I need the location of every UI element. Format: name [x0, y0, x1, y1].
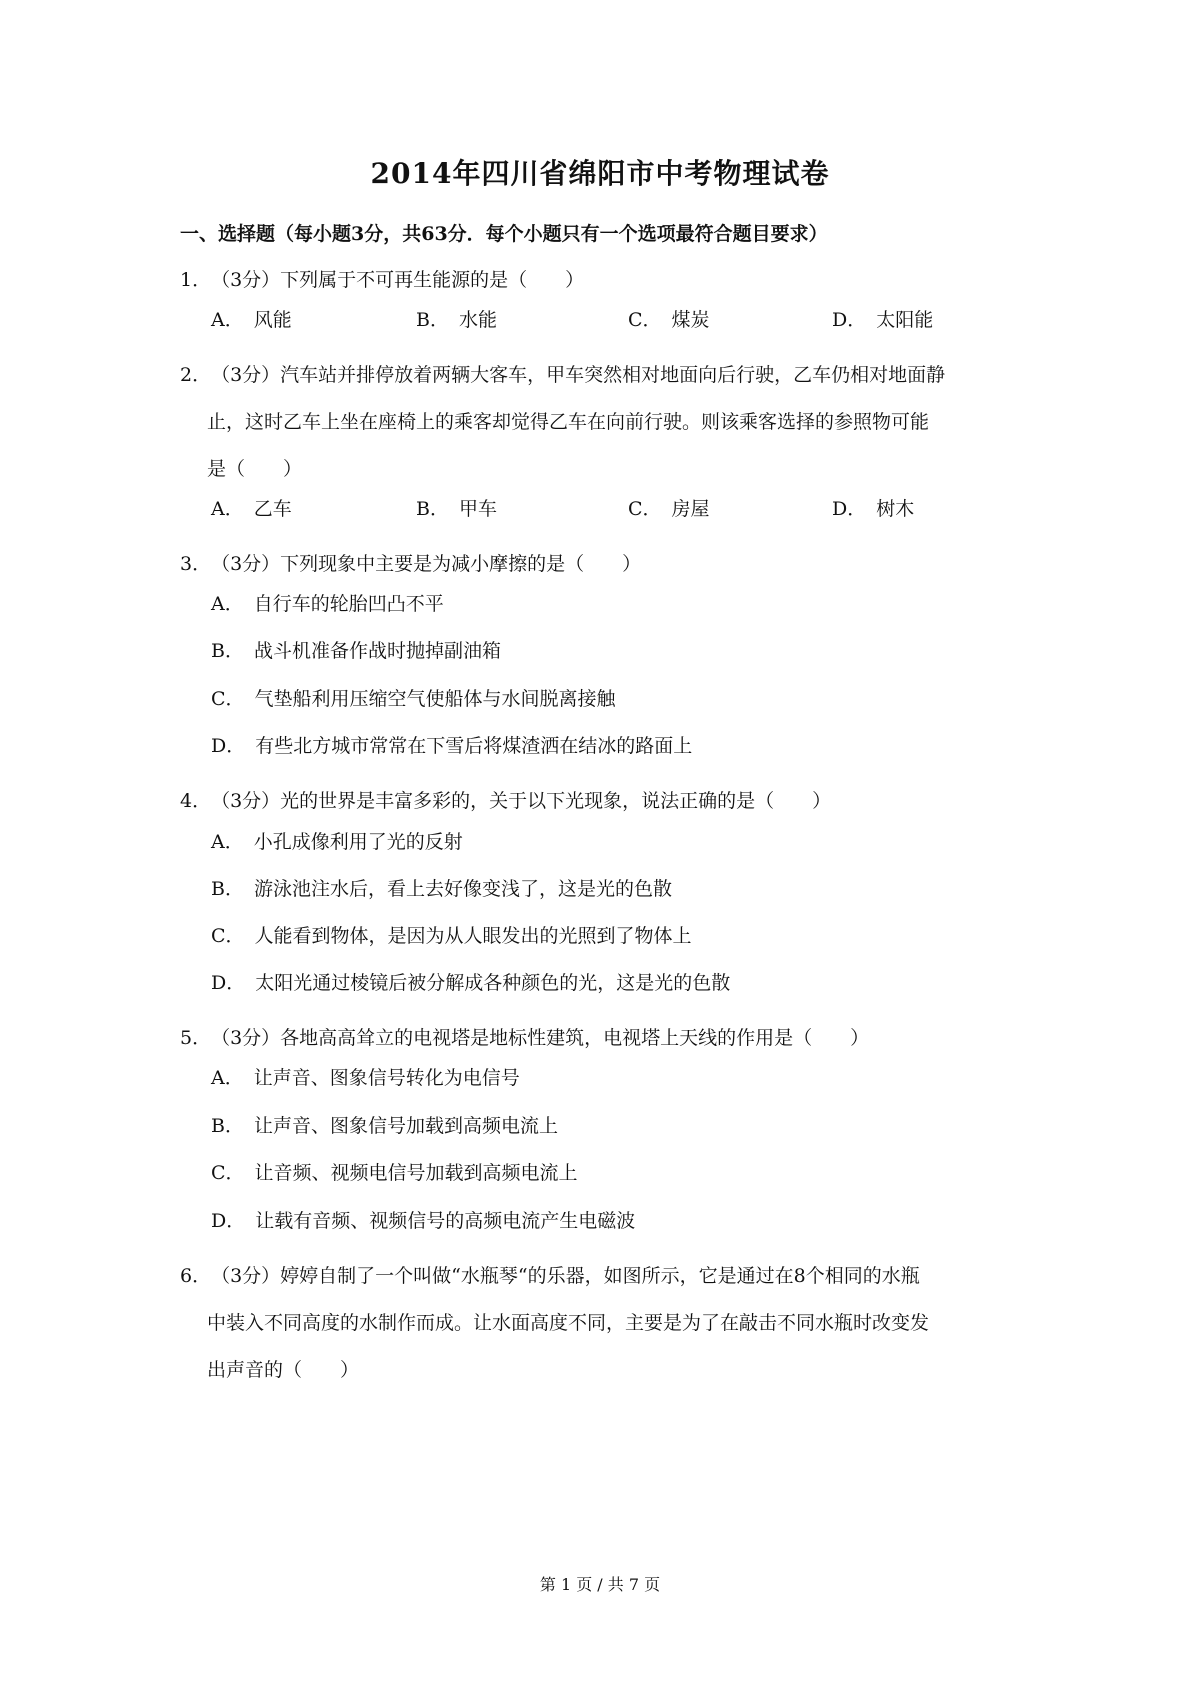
option-letter: C． [628, 498, 662, 520]
option-3b [211, 637, 501, 665]
question-number: 2． [180, 364, 212, 386]
option-1a [211, 306, 292, 334]
question-line [180, 1015, 1030, 1062]
option-letter: C． [211, 1162, 245, 1184]
option-text: 水能 [458, 309, 497, 331]
option-letter: B． [211, 1115, 244, 1137]
option-2b [416, 495, 497, 523]
option-letter: A． [211, 1067, 244, 1089]
option-text: 让声音、图象信号转化为电信号 [253, 1067, 520, 1089]
option-letter: D． [832, 309, 867, 331]
option-text: 战斗机准备作战时抛掉副油箱 [253, 640, 501, 662]
question-text: （3分）婷婷自制了一个叫做“水瓶琴“的乐器，如图所示，它是通过在8个相同的水瓶 [211, 1265, 920, 1287]
option-letter: D． [832, 498, 867, 520]
question-line: 出声音的（ ） [207, 1359, 360, 1381]
question-number: 4． [180, 790, 212, 812]
question-line: 中装入不同高度的水制作而成。让水面高度不同，主要是为了在敲击不同水瓶时改变发 [207, 1312, 930, 1334]
option-letter: D． [211, 1210, 246, 1232]
question-line [180, 541, 1030, 588]
option-text: 煤炭 [671, 309, 710, 331]
option-letter: A． [211, 498, 244, 520]
option-4a [211, 828, 463, 856]
question-text: （3分）下列现象中主要是为减小摩擦的是（ ） [211, 553, 642, 575]
question-text: （3分）光的世界是丰富多彩的，关于以下光现象，说法正确的是（ ） [211, 790, 832, 812]
option-4d [211, 969, 730, 997]
option-text: 气垫船利用压缩空气使船体与水间脱离接触 [254, 688, 616, 710]
option-1d [832, 306, 933, 334]
question-4 [180, 778, 1030, 825]
option-text: 树木 [876, 498, 915, 520]
question-number: 3． [180, 553, 212, 575]
option-text: 让声音、图象信号加载到高频电流上 [253, 1115, 558, 1137]
option-letter: B． [416, 498, 449, 520]
option-4c [211, 922, 692, 950]
option-3d [211, 732, 692, 760]
option-text: 风能 [253, 309, 292, 331]
question-number: 6． [180, 1265, 212, 1287]
option-letter: C． [211, 688, 245, 710]
question-line [180, 778, 1030, 825]
option-letter: C． [211, 925, 245, 947]
option-letter: A． [211, 309, 244, 331]
question-line [180, 352, 1030, 399]
page-title: 2014年四川省绵阳市中考物理试卷 [370, 157, 830, 190]
option-letter: A． [211, 593, 244, 615]
option-text: 有些北方城市常常在下雪后将煤渣洒在结冰的路面上 [255, 735, 693, 757]
option-2a [211, 495, 292, 523]
option-letter: D． [211, 735, 246, 757]
option-1c [628, 306, 710, 334]
option-4b [211, 875, 672, 903]
option-text: 自行车的轮胎凹凸不平 [253, 593, 444, 615]
option-text: 让音频、视频电信号加载到高频电流上 [254, 1162, 578, 1184]
option-text: 游泳池注水后，看上去好像变浅了，这是光的色散 [253, 878, 672, 900]
option-letter: D． [211, 972, 246, 994]
option-letter: C． [628, 309, 662, 331]
question-line: 止，这时乙车上坐在座椅上的乘客却觉得乙车在向前行驶。则该乘客选择的参照物可能 [207, 411, 930, 433]
question-line [180, 257, 1030, 304]
option-text: 让载有音频、视频信号的高频电流产生电磁波 [255, 1210, 636, 1232]
option-letter: B． [416, 309, 449, 331]
option-2c [628, 495, 710, 523]
option-text: 小孔成像利用了光的反射 [253, 831, 463, 853]
question-number: 1． [180, 269, 212, 291]
option-5a [211, 1064, 520, 1092]
option-5c [211, 1159, 578, 1187]
question-text: （3分）汽车站并排停放着两辆大客车，甲车突然相对地面向后行驶，乙车仍相对地面静 [211, 364, 946, 386]
question-line: 是（ ） [207, 458, 303, 480]
option-3c [211, 685, 616, 713]
question-text: （3分）下列属于不可再生能源的是（ ） [211, 269, 585, 291]
question-3 [180, 541, 1030, 588]
option-1b [416, 306, 497, 334]
option-text: 甲车 [458, 498, 497, 520]
question-6 [180, 1253, 1030, 1394]
question-number: 5． [180, 1027, 212, 1049]
option-3a [211, 590, 444, 618]
page-footer: 第 1 页 / 共 7 页 [539, 1575, 661, 1594]
question-2 [180, 352, 1030, 493]
question-5 [180, 1015, 1030, 1062]
option-letter: B． [211, 878, 244, 900]
option-2d [832, 495, 914, 523]
option-text: 乙车 [253, 498, 292, 520]
question-text: （3分）各地高高耸立的电视塔是地标性建筑，电视塔上天线的作用是（ ） [211, 1027, 870, 1049]
section-heading: 一、选择题（每小题3分，共63分．每个小题只有一个选项最符合题目要求） [180, 223, 828, 245]
option-text: 太阳光通过棱镜后被分解成各种颜色的光，这是光的色散 [255, 972, 731, 994]
question-line [180, 1253, 1030, 1300]
option-letter: A． [211, 831, 244, 853]
option-5b [211, 1112, 558, 1140]
option-5d [211, 1207, 635, 1235]
option-text: 太阳能 [876, 309, 934, 331]
option-text: 人能看到物体，是因为从人眼发出的光照到了物体上 [254, 925, 692, 947]
question-1 [180, 257, 1030, 304]
option-letter: B． [211, 640, 244, 662]
option-text: 房屋 [671, 498, 710, 520]
